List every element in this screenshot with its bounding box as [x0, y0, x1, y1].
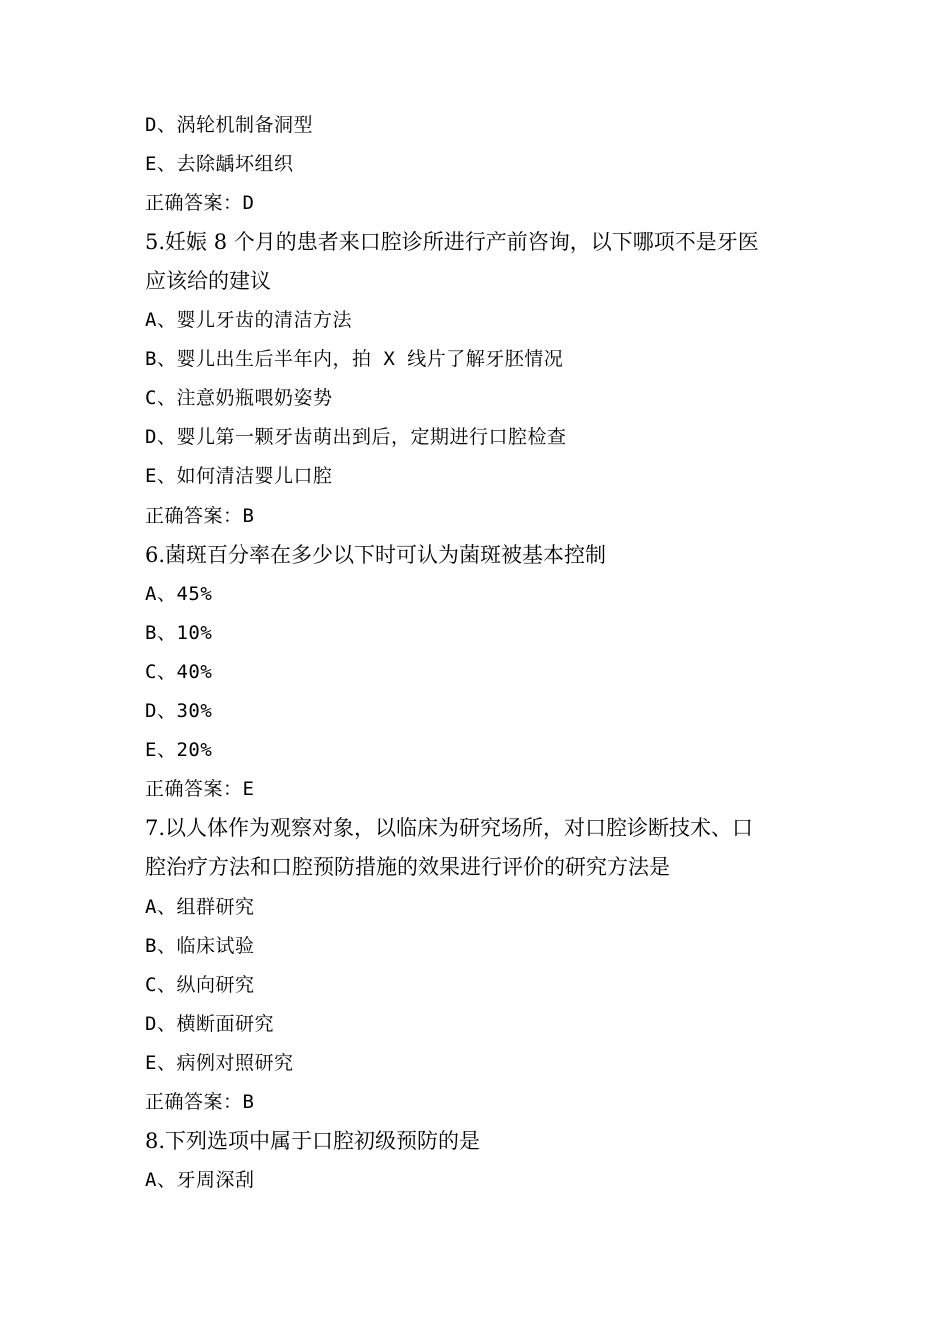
question-line: 7.以人体作为观察对象，以临床为研究场所，对口腔诊断技术、口 [145, 816, 754, 840]
option-line: D、30% [145, 700, 213, 722]
question-line: 应该给的建议 [145, 269, 271, 293]
option-line: A、组群研究 [145, 896, 255, 918]
option-line: B、临床试验 [145, 935, 255, 957]
option-line: C、40% [145, 661, 213, 683]
option-line: E、如何清洁婴儿口腔 [145, 465, 333, 487]
answer-line: 正确答案：D [145, 192, 255, 214]
option-line: A、45% [145, 583, 213, 605]
question-line: 6.菌斑百分率在多少以下时可认为菌斑被基本控制 [145, 543, 607, 567]
option-line: C、注意奶瓶喂奶姿势 [145, 387, 333, 409]
question-line: 8.下列选项中属于口腔初级预防的是 [145, 1129, 481, 1153]
option-line: E、病例对照研究 [145, 1052, 294, 1074]
option-line: A、牙周深刮 [145, 1169, 255, 1191]
option-line: D、涡轮机制备洞型 [145, 114, 313, 136]
option-line: B、婴儿出生后半年内，拍 X 线片了解牙胚情况 [145, 348, 564, 370]
option-line: E、去除龋坏组织 [145, 153, 294, 175]
answer-line: 正确答案：B [145, 505, 255, 527]
option-line: D、婴儿第一颗牙齿萌出到后，定期进行口腔检查 [145, 426, 567, 448]
answer-line: 正确答案：B [145, 1091, 255, 1113]
answer-line: 正确答案：E [145, 778, 255, 800]
option-line: E、20% [145, 739, 213, 761]
question-line: 5.妊娠 8 个月的患者来口腔诊所进行产前咨询，以下哪项不是牙医 [145, 230, 759, 254]
question-line: 腔治疗方法和口腔预防措施的效果进行评价的研究方法是 [145, 855, 670, 879]
option-line: B、10% [145, 622, 213, 644]
option-line: C、纵向研究 [145, 974, 255, 996]
option-line: A、婴儿牙齿的清洁方法 [145, 309, 352, 331]
option-line: D、横断面研究 [145, 1013, 274, 1035]
